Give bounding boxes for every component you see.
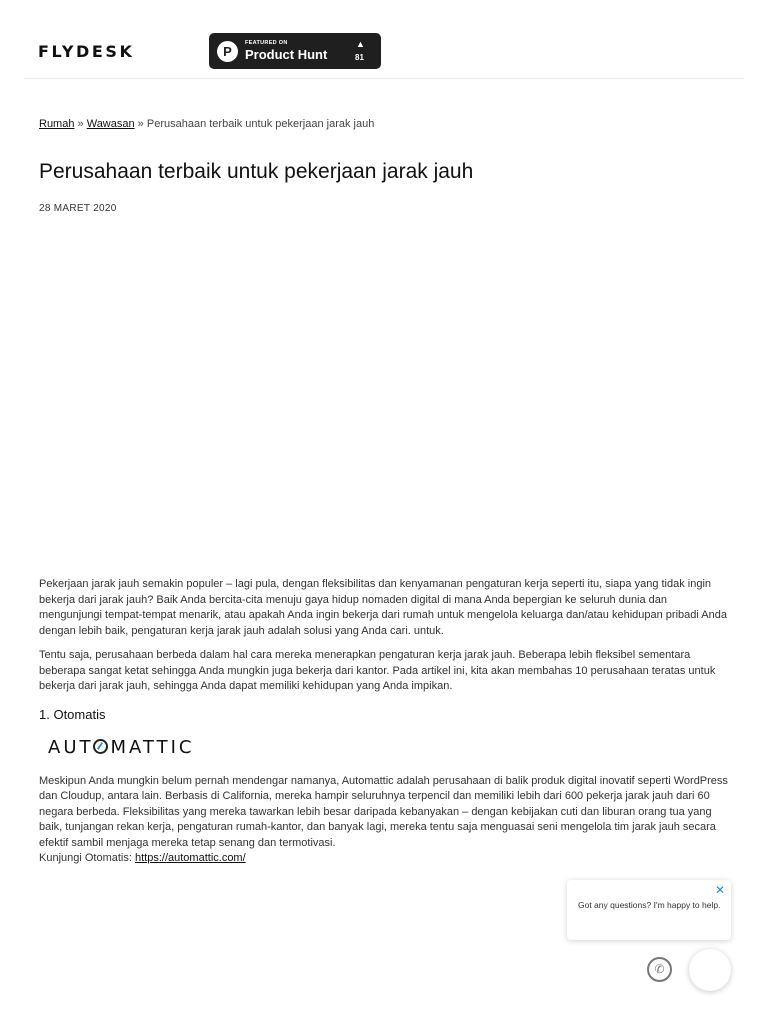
product-hunt-icon: P xyxy=(217,41,238,62)
section-paragraph: Meskipun Anda mungkin belum pernah mendengar namanya, Automattic adalah perusahaan di balik produk digital inovatif seperti WordPress dan Cloudup, antara lain. Berbasis di California, mereka hampir seluruhnya terpencil dan memiliki lebih dari 600 pekerja jarak jauh dari 60 negara berbeda. Fleksibilitas yang mereka tawarkan lebih besar daripada kebanyakan – dengan kebijakan cuti dan liburan orang tua yang baik, tunjangan rekan kerja, pengaturan rumah-kantor, dan banyak lagi, mereka tentu saja menguasai seni mengelola tim jarak jauh secara efektif sambil menjaga mereka tetap senang dan termotivasi. xyxy=(39,774,728,849)
automattic-link[interactable]: https://automattic.com/ xyxy=(135,852,246,864)
product-hunt-badge[interactable] xyxy=(209,33,381,69)
breadcrumb-current: Perusahaan terbaik untuk pekerjaan jarak jauh xyxy=(146,118,375,130)
publish-date: 28 MARET 2020 xyxy=(39,203,117,214)
section-heading: 1. Otomatis xyxy=(39,706,106,722)
visit-label: Kunjungi Otomatis: xyxy=(39,852,132,864)
product-hunt-featured-label: FEATURED ON xyxy=(245,40,288,46)
breadcrumb-link-home[interactable]: Rumah xyxy=(39,118,75,130)
breadcrumb xyxy=(39,118,374,130)
article-body xyxy=(39,577,729,876)
upvote-arrow-icon: ▲ xyxy=(356,39,365,49)
close-icon[interactable]: ✕ xyxy=(714,883,725,897)
product-hunt-name: Product Hunt xyxy=(245,47,328,62)
visit-line xyxy=(39,851,729,867)
article-paragraph: Tentu saja, perusahaan berbeda dalam hal cara mereka menerapkan pengaturan kerja jarak jauh. Beberapa lebih fleksibel sementara beberapa sangat ketat sehingga Anda mungkin juga bekerja dari kantor. Pada artikel ini, kita akan membahas 10 perusahaan teratas untuk bekerja dari jarak jauh, sehingga Anda dapat memiliki kehidupan yang Anda impikan. xyxy=(39,649,716,692)
site-header xyxy=(24,0,744,79)
chat-popup[interactable] xyxy=(567,880,731,940)
automattic-logo: AUT MATTIC xyxy=(48,737,195,758)
flydesk-logo[interactable]: FLYDESK xyxy=(38,42,135,61)
automattic-logo-o-icon xyxy=(93,739,108,754)
upvote-count: 81 xyxy=(355,53,364,62)
breadcrumb-separator: » xyxy=(137,118,144,130)
chat-launcher-button[interactable] xyxy=(689,949,731,991)
page-title: Perusahaan terbaik untuk pekerjaan jarak jauh xyxy=(39,160,474,183)
chat-message: Got any questions? I'm happy to help. xyxy=(578,900,721,910)
whatsapp-icon[interactable]: ✆ xyxy=(647,957,672,982)
breadcrumb-link-insights[interactable]: Wawasan xyxy=(86,118,135,130)
article-paragraph: Pekerjaan jarak jauh semakin populer – lagi pula, dengan fleksibilitas dan kenyamanan pengaturan kerja seperti itu, siapa yang tidak ingin bekerja dari jarak jauh? Baik Anda bercita-cita menuju gaya hidup nomaden digital di mana Anda bepergian ke seluruh dunia dan mengunjungi tempat-tempat menarik, atau apakah Anda ingin bekerja dari rumah untuk mengelola keluarga dan/atau kehidupan pribadi Anda dengan lebih baik, pengaturan kerja jarak jauh adalah solusi yang Anda cari. untuk. xyxy=(39,578,727,637)
breadcrumb-separator: » xyxy=(77,118,84,130)
